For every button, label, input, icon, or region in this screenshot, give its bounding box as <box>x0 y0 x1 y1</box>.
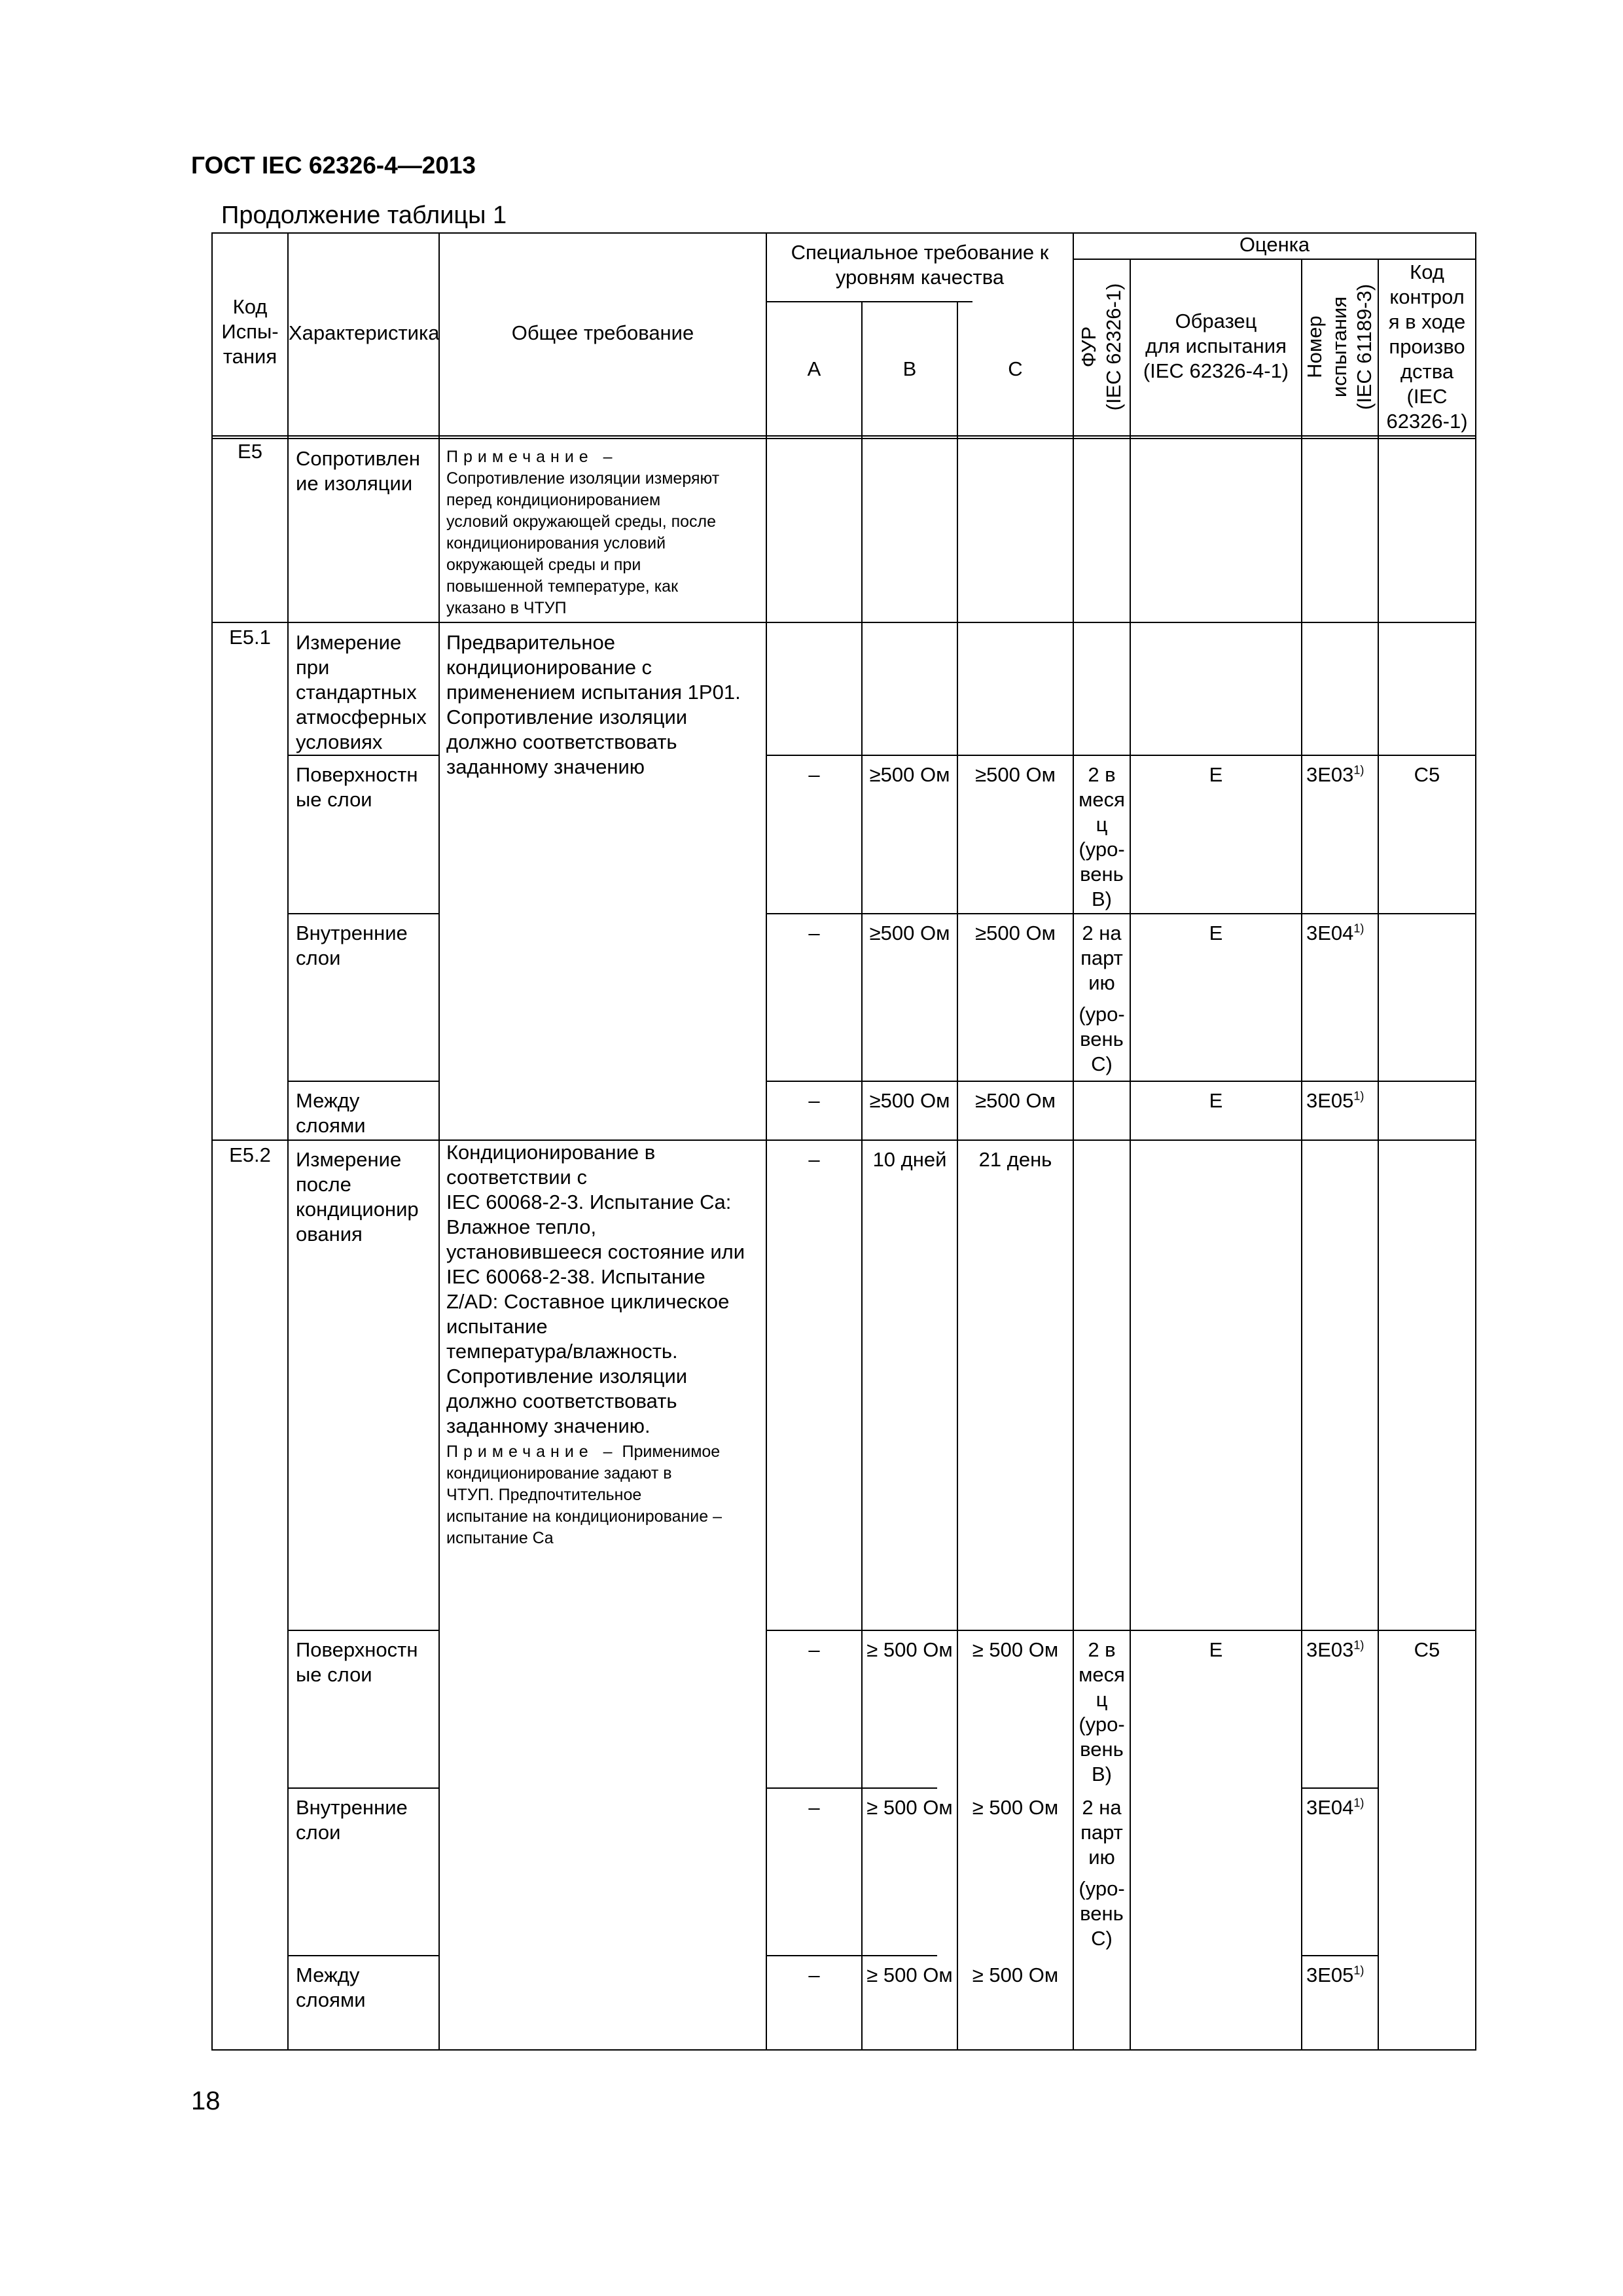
table-rule <box>211 622 1476 623</box>
cell-level-c: ≥500 Ом <box>975 1089 1056 1112</box>
cell-level-a: – <box>808 1148 820 1171</box>
row-note-e5: Примечание – Сопротивление изоляции измеряют перед кондиционированием условий окружающей среды, после кондиционирования условий окружающей среды и при повышенной температуре, как указано в ЧТУП <box>446 448 720 617</box>
header-fur: ФУР (IEC 62326-1) <box>1077 283 1125 411</box>
row-char-e5-2: Измерение после кондиционир ования <box>296 1148 419 1246</box>
cell-level-b: ≥ 500 Ом <box>866 1638 953 1661</box>
requirements-table <box>211 232 1476 2051</box>
row-char-e5-1: Измерение при стандартных атмосферных условиях <box>296 631 427 753</box>
table-rule <box>288 913 439 914</box>
subrow-char: Внутренние слои <box>296 1796 408 1844</box>
subrow-char: Поверхностн ые слои <box>296 763 418 811</box>
cell-level-c: ≥ 500 Ом <box>972 1638 1059 1661</box>
table-rule <box>766 1081 1476 1082</box>
table-rule <box>766 1787 937 1789</box>
table-rule <box>1301 259 1302 2051</box>
table-rule <box>766 913 1476 914</box>
subrow-char: Поверхностн ые слои <box>296 1638 418 1686</box>
document-code: ГОСТ IEC 62326-4—2013 <box>191 152 476 179</box>
cell-test-number: 3E04$^{1)}$ <box>1306 922 1364 944</box>
table-rule <box>766 755 1476 756</box>
subrow-char: Внутренние слои <box>296 922 408 969</box>
table-rule <box>1302 1787 1378 1789</box>
table-rule <box>861 301 863 2051</box>
table-rule <box>438 232 440 2051</box>
cell-test-number: 3E04$^{1)}$ <box>1306 1796 1364 1819</box>
table-rule <box>211 2049 1476 2051</box>
header-characteristic: Характеристика <box>289 321 440 344</box>
table-rule <box>211 435 1476 437</box>
table-rule <box>1302 1955 1378 1956</box>
cell-level-a: – <box>808 1964 820 1986</box>
row-req-e5-2: Кондиционирование в соответствии с IEC 60068-2-3. Испытание Ca: Влажное тепло, установившееся состояние или IEC 60068-2-38. Испытание Z/AD: Составное циклическое испытание температура/влажность. Сопротивление изоляции должно соответствовать заданному значению. <box>446 1141 745 1437</box>
cell-fur: 2 на парт ию (уро- вень C) <box>1079 922 1125 1075</box>
header-control-code: Код контрол я в ходе произво дства (IEC 62326-1) <box>1386 260 1468 433</box>
header-level-c: C <box>1008 357 1023 380</box>
cell-level-b: ≥ 500 Ом <box>866 1964 953 1986</box>
header-level-b: B <box>902 357 917 380</box>
cell-level-b: ≥500 Ом <box>869 1089 950 1112</box>
cell-fur: 2 в меся ц (уро- вень B) <box>1079 1638 1125 1785</box>
cell-level-c: ≥500 Ом <box>975 922 1056 944</box>
page-number: 18 <box>191 2087 221 2115</box>
header-level-a: A <box>807 357 821 380</box>
table-rule <box>288 755 439 756</box>
subrow-char: Между слоями <box>296 1089 366 1137</box>
table-rule <box>288 1955 439 1956</box>
row-code-e5-2: E5.2 <box>229 1143 271 1166</box>
cell-level-a: – <box>808 1089 820 1112</box>
cell-level-a: – <box>808 922 820 944</box>
cell-level-a: – <box>808 763 820 786</box>
header-general-requirement: Общее требование <box>511 321 694 344</box>
table-rule <box>957 301 958 2051</box>
header-test-number: Номер испытания (IEC 61189-3) <box>1303 283 1376 410</box>
table-rule <box>766 1955 937 1956</box>
table-rule <box>211 232 213 2051</box>
table-rule <box>288 1081 439 1082</box>
row-note-e5-2: Примечание – Применимое кондиционирование задают в ЧТУП. Предпочтительное испытание на кондиционирование – испытание Ca <box>446 1443 722 1547</box>
cell-level-a: – <box>808 1638 820 1661</box>
row-req-e5-1: Предварительное кондиционирование с применением испытания 1P01. Сопротивление изоляции должно соответствовать заданному значению <box>446 631 741 778</box>
cell-level-a: – <box>808 1796 820 1819</box>
cell-level-b: 10 дней <box>872 1148 947 1171</box>
table-continuation-caption: Продолжение таблицы 1 <box>221 202 507 229</box>
cell-sample: E <box>1209 1089 1223 1112</box>
cell-level-b: ≥ 500 Ом <box>866 1796 953 1819</box>
table-rule <box>766 301 972 302</box>
cell-test-number: 3E03$^{1)}$ <box>1306 1638 1364 1661</box>
cell-sample: E <box>1209 1638 1223 1661</box>
cell-control-code: C5 <box>1414 763 1440 786</box>
table-rule <box>211 1139 1476 1141</box>
cell-test-number: 3E05$^{1)}$ <box>1306 1964 1364 1986</box>
table-rule <box>288 1787 439 1789</box>
cell-fur: 2 в меся ц (уро- вень B) <box>1079 763 1125 910</box>
cell-level-c: ≥500 Ом <box>975 763 1056 786</box>
cell-level-c: ≥ 500 Ом <box>972 1964 1059 1986</box>
table-rule <box>1475 232 1476 2051</box>
cell-level-c: 21 день <box>978 1148 1052 1171</box>
table-rule <box>211 438 1476 439</box>
cell-test-number: 3E03$^{1)}$ <box>1306 763 1364 786</box>
table-rule <box>288 1630 439 1631</box>
table-rule <box>1130 259 1131 2051</box>
cell-level-b: ≥500 Ом <box>869 922 950 944</box>
table-rule <box>1378 259 1379 2051</box>
header-special-requirement: Специальное требование к уровням качества <box>791 241 1049 289</box>
header-assessment: Оценка <box>1239 233 1310 256</box>
table-rule <box>766 1630 1476 1631</box>
table-rule <box>287 232 289 2051</box>
row-char-e5: Сопротивлен ие изоляции <box>296 447 420 495</box>
table-rule <box>766 232 767 2051</box>
cell-sample: E <box>1209 922 1223 944</box>
row-code-e5-1: E5.1 <box>229 626 271 649</box>
cell-test-number: 3E05$^{1)}$ <box>1306 1089 1364 1112</box>
cell-sample: E <box>1209 763 1223 786</box>
cell-level-c: ≥ 500 Ом <box>972 1796 1059 1819</box>
cell-fur: 2 на парт ию (уро- вень C) <box>1079 1796 1125 1950</box>
header-code: Код Испы- тания <box>221 295 279 368</box>
cell-control-code: C5 <box>1414 1638 1440 1661</box>
subrow-char: Между слоями <box>296 1964 366 2011</box>
header-sample: Образец для испытания (IEC 62326-4-1) <box>1143 310 1289 382</box>
row-code-e5: E5 <box>238 440 262 463</box>
cell-level-b: ≥500 Ом <box>869 763 950 786</box>
